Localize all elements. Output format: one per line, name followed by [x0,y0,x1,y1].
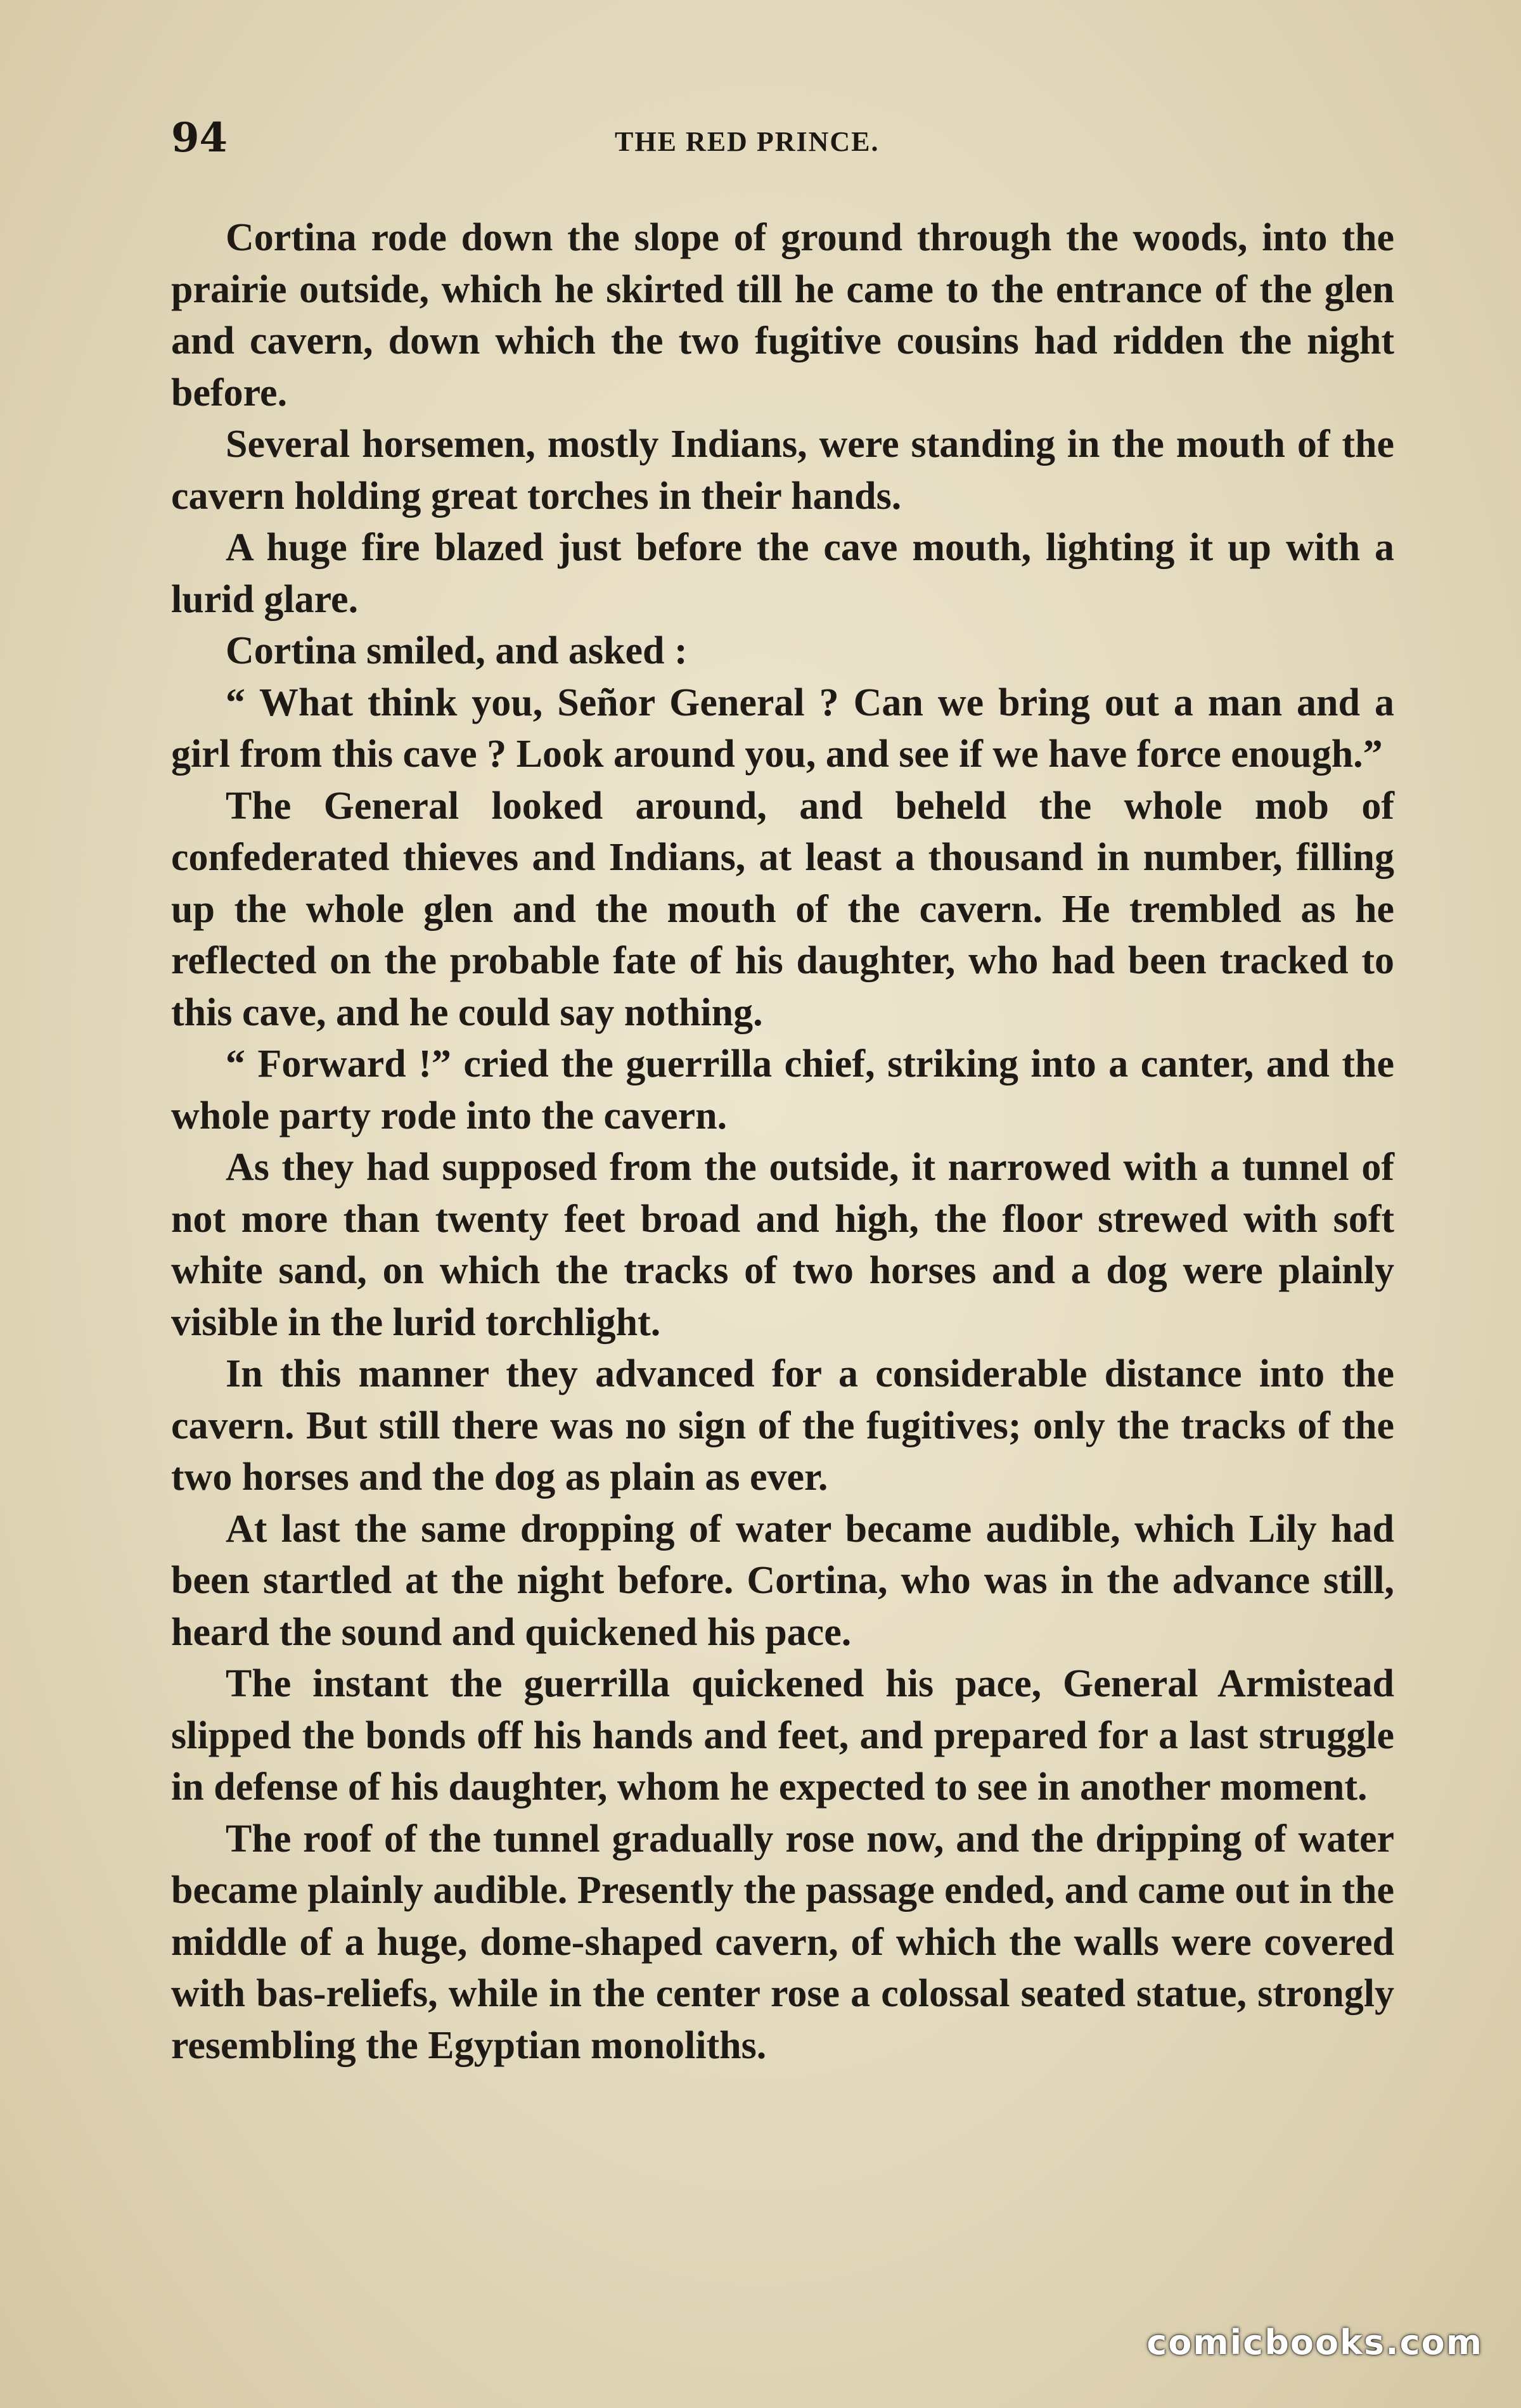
page-number: 94 [171,114,228,162]
paragraph: Cortina rode down the slope of ground through the woods, into the prairie outside, which he skirted till he came to the entrance of the glen and cavern, down which the two fugitive cousins had ridden the night before. [171,216,1394,414]
paragraph: “ What think you, Señor General ? Can we bring out a man and a girl from this cave ? Look around you, and see if we have force enough.” [171,681,1394,776]
paragraph: A huge fire blazed just before the cave mouth, lighting it up with a lurid glare. [171,526,1394,621]
body-text [171,212,1394,2072]
page-header [171,114,1413,165]
paragraph: The General looked around, and beheld the whole mob of confederated thieves and Indians, at least a thousand in number, filling up the whole glen and the mouth of the cavern. He trembled as he reflected on the probable fate of his daughter, who had been tracked to this cave, and he could say nothing. [171,784,1394,1034]
paragraph: The roof of the tunnel gradually rose now, and the dripping of water became plainly audible. Presently the passage ended, and came out in the middle of a huge, dome-shaped cavern, of which the walls were covered with bas-reliefs, while in the center rose a colossal seated statue, strongly resembling the Egyptian monoliths. [171,1817,1394,2067]
paragraph: At last the same dropping of water became audible, which Lily had been startled at the night before. Cortina, who was in the advance still, heard the sound and quickened his pace. [171,1507,1394,1654]
paragraph: Several horsemen, mostly Indians, were standing in the mouth of the cavern holding great torches in their hands. [171,423,1394,518]
paragraph: As they had supposed from the outside, it narrowed with a tunnel of not more than twenty feet broad and high, the floor strewed with soft white sand, on which the tracks of two horses and a dog were plainly visible in the lurid torchlight. [171,1146,1394,1344]
paragraph: In this manner they advanced for a considerable distance into the cavern. But still there was no sign of the fugitives; only the tracks of the two horses and the dog as plain as ever. [171,1352,1394,1499]
paragraph: The instant the guerrilla quickened his pace, General Armistead slipped the bonds off his hands and feet, and prepared for a last struggle in defense of his daughter, whom he expected to see in another moment. [171,1662,1394,1809]
running-head: THE RED PRINCE. [615,126,880,157]
paragraph: Cortina smiled, and asked : [226,629,688,672]
paragraph: “ Forward !” cried the guerrilla chief, striking into a canter, and the whole party rode into the cavern. [171,1042,1394,1137]
site-watermark: comicbooks.com [1146,2322,1483,2362]
